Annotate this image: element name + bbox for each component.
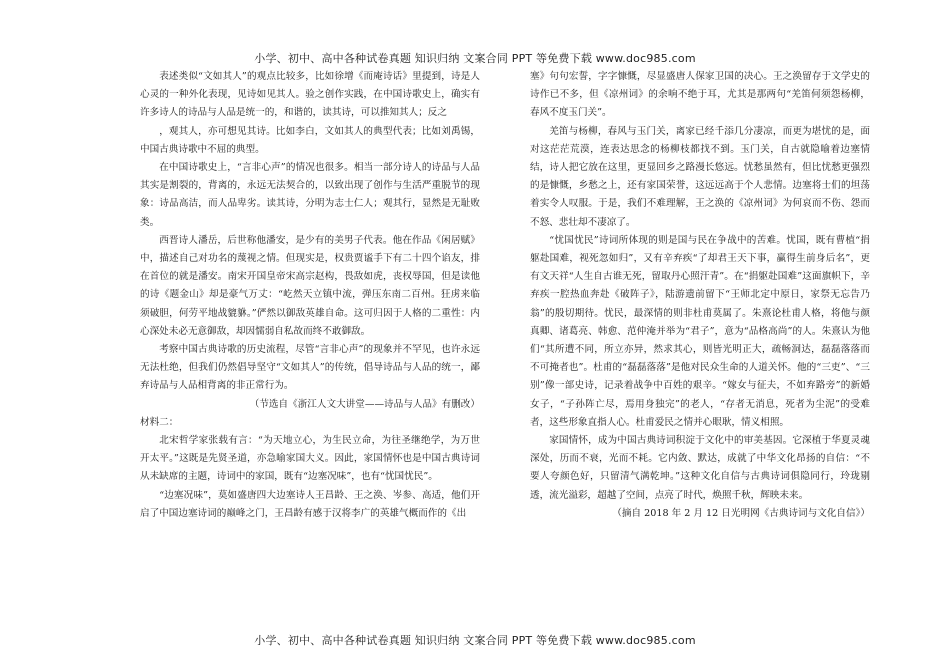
paragraph: 家国情怀，成为中国古典诗词积淀于文化中的审美基因。它深植于华夏灵魂深处，历而不衰，光而不耗。它内敛、默达，成就了中华文化昂扬的自信：“不要人夸颜色好，只留清气满乾坤。”这种文化自信与古典诗词俱隐同行，玲珑剔透，流光溢彩，超越了空间，点亮了时代，焕照千秋，辉映未来。 bbox=[530, 435, 870, 501]
paragraph: 羌笛与杨柳，春风与玉门关，离家已经千添几分凄凉，而更为堪忧的是，面对这茫茫荒漠，连表达思念的杨柳枝都找不到。玉门关，自古就隐喻着边塞情结，诗人把它放在这里，更显回乡之路漫长悠远。忧愁虽然有，但比忧愁更强烈的是慷慨，乡愁之上，还有家国荣誉，这远远高于个人悲情。边塞将士们的坦荡着实令人叹服。于是，我们不难理解，王之涣的《凉州词》为何哀而不伤、怨而不怒、悲壮却不凄凉了。 bbox=[530, 125, 870, 228]
paragraph: 表述类似“文如其人”的观点比较多，比如徐增《而庵诗话》里提到，诗是人心灵的一种外化表现，见诗如见其人。验之创作实践，在中国诗歌史上，确实有许多诗人的诗品与人品是统一的，和谐的，读其诗，可以推知其人；反之 bbox=[140, 71, 480, 119]
paragraph: 在中国诗歌史上，“言非心声”的情况也很多。相当一部分诗人的诗品与人品其实是割裂的，背离的，永远无法契合的，以致出现了创作与生活严重脱节的现象：诗品高洁，而人品卑劣。读其诗，分明为志士仁人；观其行，显然是无耻败类。 bbox=[140, 162, 480, 228]
paragraph: 北宋哲学家张载有言：“为天地立心，为生民立命，为往圣继绝学，为万世开太平。”这既是先贤圣道，亦急喻家国大义。因此，家国情怀也是中国古典诗词从未缺席的主题，诗词中的家国，既有“边塞况味”，也有“忧国忧民”。 bbox=[140, 435, 480, 483]
header-banner: 小学、初中、高中各种试卷真题 知识归纳 文案合同 PPT 等免费下载 www.doc985.com bbox=[254, 52, 696, 65]
right-column bbox=[530, 68, 870, 523]
material-label: 材料二： bbox=[140, 416, 179, 428]
paragraph: 西晋诗人潘岳，后世称他潘安，是少有的美男子代表。他在作品《闲居赋》中，描述自己对功名的蔑视之情。但现实是，权贵贾谧手下有二十四个谄友，排在首位的就是潘安。南宋开国皇帝宋高宗赵构，畏敌如虎，丧权辱国，但是读他的诗《题金山》却是豪气万丈：“屹然天立镇中流，弹压东南二百州。狂虏来临须破胆，何劳平地战貔貅。”俨然以御敌英雄自命。这可归因于人格的二重性：内心深处未必无意御敌，却因懦弱自私故而终不敢御敌。 bbox=[140, 234, 480, 337]
footer-banner: 小学、初中、高中各种试卷真题 知识归纳 文案合同 PPT 等免费下载 www.doc985.com bbox=[254, 634, 696, 647]
paragraph: 考察中国古典诗歌的历史流程，尽管“言非心声”的现象并不罕见，也许永远无法杜绝，但我们仍然倡导坚守“文如其人”的传统，倡导诗品与人品的统一，鄙弃诗品与人品相背离的非正常行为。 bbox=[140, 344, 480, 392]
paragraph: 塞》句句宏誓，字字慷慨，尽显盛唐人保家卫国的决心。王之涣留存于文学史的诗作已不多，但《凉州词》的余响不绝于耳，尤其是那两句“羌笛何须怨杨柳，春风不度玉门关”。 bbox=[530, 71, 870, 119]
paragraph: “边塞况味”，莫如盛唐四大边塞诗人王昌龄、王之涣、岑参、高适，他们开启了中国边塞诗词的巅峰之门，王昌龄有感于汉将李广的英雄气概而作的《出 bbox=[140, 489, 480, 519]
paragraph: ，观其人，亦可想见其诗。比如李白，文如其人的典型代表；比如刘禹锡，中国古典诗歌中不屈的典型。 bbox=[140, 125, 480, 155]
source-citation: （摘自 2018 年 2 月 12 日光明网《古典诗词与文化自信》） bbox=[612, 507, 870, 519]
source-citation: （节选自《浙江人文大讲堂——诗品与人品》有删改） bbox=[249, 398, 480, 410]
left-column bbox=[140, 68, 480, 523]
paragraph: “忧国忧民”诗词所体现的则是国与民在争战中的苦难。忧国，既有曹植“捐躯赴国难，视死忽如归”，又有辛弃疾“了却君王天下事，赢得生前身后名”，更有文天祥“人生自古谁无死，留取丹心照汗青”。在“捐躯赴国难”这面旗帜下，辛弃疾一腔热血奔赴《破阵子》，陆游遗前留下“王师北定中原日，家祭无忘告乃翁”的殷切期待。忧民，最深情的则非杜甫莫属了。朱熹论杜甫人格，将他与颜真卿、诸葛亮、韩愈、范仲淹并举为“君子”，意为“品格高尚”的人。朱熹认为他们“其所遭不同，所立亦异，然求其心，则皆光明正大，疏畅洞达，磊磊落落而不可掩者也”。杜甫的“磊磊落落”是他对民众生命的人道关怀。他的“三吏”、“三别”像一部史诗，记录着战争中百姓的艰辛。“嫁女与征夫，不如弃路旁”的新婚女子，“子孙阵亡尽，焉用身独完”的老人，“存者无消息，死者为尘泥”的受难者，这些形象直指人心。杜甫爱民之情并心眼耿，情义相照。 bbox=[530, 234, 870, 428]
